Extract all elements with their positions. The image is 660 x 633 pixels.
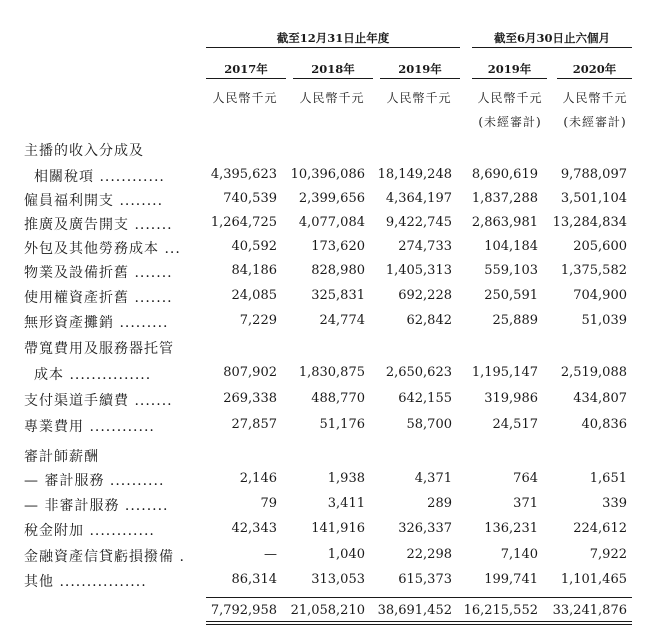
table-cell: 7,922: [589, 547, 627, 562]
table-cell: 58,700: [406, 417, 452, 432]
row-label: 相關稅項 ............: [34, 169, 165, 185]
row-label: 成本 ...............: [34, 367, 152, 383]
year-header: 2019年: [487, 62, 532, 76]
total-cell: 21,058,210: [290, 603, 365, 618]
table-cell: 42,343: [231, 521, 277, 536]
table-cell: 22,298: [406, 547, 452, 562]
row-label: 物業及設備折舊 .......: [24, 265, 173, 281]
row-label: 帶寬費用及服務器托管: [24, 341, 174, 357]
row-label: 使用權資產折舊 .......: [24, 290, 173, 306]
table-cell: 4,371: [414, 471, 452, 486]
total-rule-bottom-2: [206, 624, 632, 625]
table-cell: 2,519,088: [560, 365, 627, 380]
table-cell: 7,229: [239, 313, 277, 328]
table-cell: 51,176: [319, 417, 365, 432]
table-cell: 289: [427, 496, 452, 511]
table-cell: 1,830,875: [298, 365, 365, 380]
table-cell: 9,422,745: [385, 215, 452, 230]
table-cell: 559,103: [484, 263, 538, 278]
group-header-annual: 截至12月31日止年度: [276, 31, 390, 45]
table-cell: 4,395,623: [210, 167, 277, 182]
table-cell: 86,314: [231, 572, 277, 587]
currency-header: 人民幣千元: [212, 91, 278, 105]
year-rule: [206, 78, 286, 79]
group-header-annual-rule: [206, 47, 460, 48]
table-cell: 2,863,981: [471, 215, 538, 230]
row-label: 審計師薪酬: [24, 449, 99, 465]
table-cell: 488,770: [311, 391, 365, 406]
table-cell: 1,375,582: [560, 263, 627, 278]
row-label: 支付渠道手續費 .......: [24, 393, 173, 409]
table-cell: 24,085: [231, 288, 277, 303]
table-cell: 692,228: [398, 288, 452, 303]
table-cell: 828,980: [311, 263, 365, 278]
table-cell: 4,077,084: [298, 215, 365, 230]
row-label: 推廣及廣告開支 .......: [24, 217, 173, 233]
table-cell: 9,788,097: [560, 167, 627, 182]
table-cell: 1,264,725: [210, 215, 277, 230]
row-label: 稅金附加 ............: [24, 523, 155, 539]
table-cell: 25,889: [492, 313, 538, 328]
table-cell: 3,411: [327, 496, 365, 511]
table-cell: 13,284,834: [552, 215, 627, 230]
table-cell: 325,831: [311, 288, 365, 303]
table-cell: 642,155: [398, 391, 452, 406]
table-cell: 250,591: [484, 288, 538, 303]
table-cell: 199,741: [484, 572, 538, 587]
total-rule-top: [206, 597, 632, 598]
table-cell: 24,774: [319, 313, 365, 328]
total-cell: 16,215,552: [463, 603, 538, 618]
unaudited-note: (未經審計): [563, 115, 627, 129]
table-cell: 3,501,104: [560, 191, 627, 206]
table-cell: 136,231: [484, 521, 538, 536]
table-cell: 1,938: [327, 471, 365, 486]
year-rule: [293, 78, 373, 79]
year-header: 2017年: [224, 62, 268, 76]
table-cell: 704,900: [573, 288, 627, 303]
currency-header: 人民幣千元: [386, 91, 452, 105]
table-cell: 10,396,086: [290, 167, 365, 182]
table-cell: 764: [513, 471, 538, 486]
table-cell: 40,836: [581, 417, 627, 432]
table-cell: 24,517: [492, 417, 538, 432]
table-cell: 7,140: [500, 547, 538, 562]
table-cell: —: [264, 547, 277, 562]
table-cell: 224,612: [573, 521, 627, 536]
currency-header: 人民幣千元: [562, 91, 628, 105]
group-header-interim: 截至6月30日止六個月: [493, 31, 610, 45]
unaudited-note: (未經審計): [478, 115, 542, 129]
table-cell: 62,842: [406, 313, 452, 328]
currency-header: 人民幣千元: [299, 91, 365, 105]
table-cell: 104,184: [484, 239, 538, 254]
table-cell: 79: [260, 496, 277, 511]
row-label: 外包及其他勞務成本 ...: [24, 241, 181, 257]
table-cell: 2,399,656: [298, 191, 365, 206]
year-rule: [472, 78, 547, 79]
row-label: 僱員福利開支 ........: [24, 193, 164, 209]
year-header: 2020年: [572, 62, 617, 76]
table-cell: 18,149,248: [377, 167, 452, 182]
table-cell: 1,651: [589, 471, 627, 486]
total-cell: 7,792,958: [210, 603, 277, 618]
row-label: 其他 ................: [24, 574, 147, 590]
table-cell: 1,101,465: [560, 572, 627, 587]
table-cell: 1,837,288: [471, 191, 538, 206]
year-header: 2018年: [311, 62, 355, 76]
total-cell: 38,691,452: [377, 603, 452, 618]
group-header-interim-rule: [472, 47, 632, 48]
table-cell: 4,364,197: [385, 191, 452, 206]
total-cell: 33,241,876: [552, 603, 627, 618]
year-rule: [380, 78, 460, 79]
row-label: 專業費用 ............: [24, 419, 155, 435]
table-cell: 434,807: [573, 391, 627, 406]
table-cell: 205,600: [573, 239, 627, 254]
currency-header: 人民幣千元: [477, 91, 543, 105]
year-header: 2019年: [398, 62, 442, 76]
table-cell: 141,916: [311, 521, 365, 536]
table-cell: 40,592: [231, 239, 277, 254]
table-cell: 84,186: [231, 263, 277, 278]
row-label: — 審計服務 ..........: [24, 473, 165, 489]
table-cell: 1,040: [327, 547, 365, 562]
table-cell: 51,039: [581, 313, 627, 328]
table-cell: 313,053: [311, 572, 365, 587]
table-cell: 339: [602, 496, 627, 511]
table-cell: 319,986: [484, 391, 538, 406]
table-cell: 269,338: [223, 391, 277, 406]
row-label: — 非審計服務 ........: [24, 498, 169, 514]
row-label: 無形資產攤銷 .........: [24, 315, 169, 331]
table-cell: 807,902: [223, 365, 277, 380]
table-cell: 173,620: [311, 239, 365, 254]
row-label: 主播的收入分成及: [24, 143, 144, 159]
table-cell: 371: [513, 496, 538, 511]
table-cell: 615,373: [398, 572, 452, 587]
year-rule: [557, 78, 632, 79]
table-cell: 326,337: [398, 521, 452, 536]
table-cell: 1,405,313: [385, 263, 452, 278]
table-cell: 27,857: [231, 417, 277, 432]
row-label: 金融資產信貸虧損撥備 .: [24, 549, 185, 565]
table-cell: 2,650,623: [385, 365, 452, 380]
total-rule-bottom: [206, 621, 632, 622]
table-cell: 274,733: [398, 239, 452, 254]
table-cell: 1,195,147: [471, 365, 538, 380]
table-cell: 8,690,619: [471, 167, 538, 182]
table-cell: 2,146: [239, 471, 277, 486]
table-cell: 740,539: [223, 191, 277, 206]
